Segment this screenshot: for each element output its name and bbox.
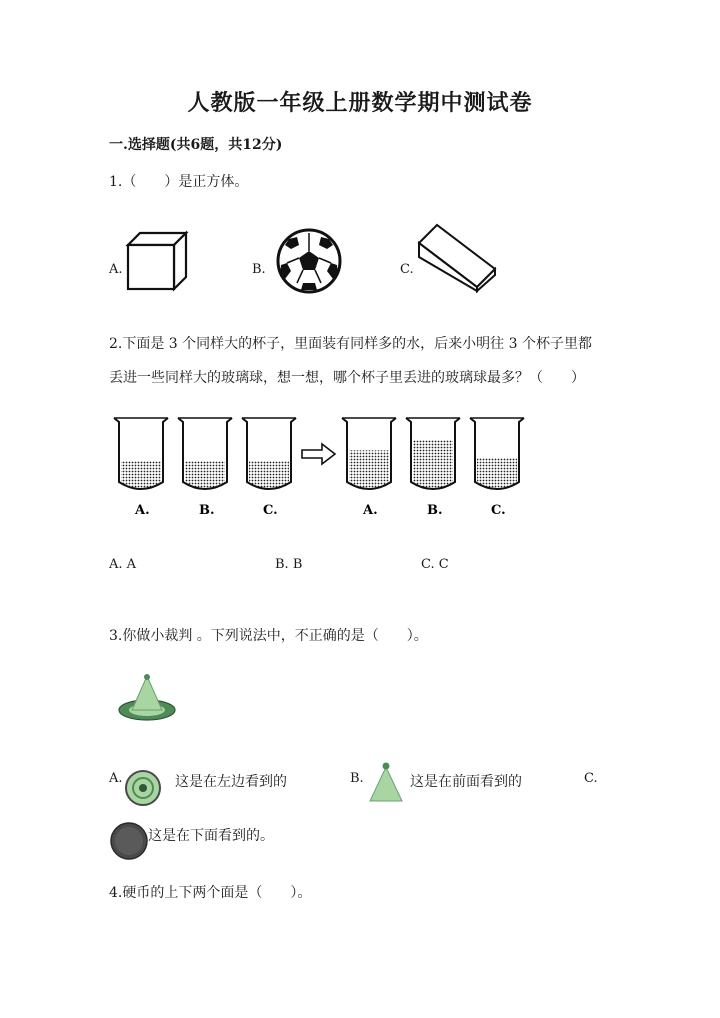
cuboid-icon	[417, 221, 499, 293]
cup-water	[349, 450, 389, 488]
cup-after	[406, 418, 460, 518]
bottom-view-circle-icon	[109, 821, 149, 861]
cup-after	[470, 418, 524, 518]
cup-label: B.	[427, 503, 443, 518]
cup-water	[121, 461, 161, 488]
front-view-triangle-icon	[366, 761, 406, 803]
cup-label: C.	[491, 503, 506, 518]
question-3-stem: 3.你做小裁判 。下列说法中，不正确的是（ ）。	[109, 628, 428, 644]
question-4-stem: 4.硬币的上下两个面是（ ）。	[109, 885, 312, 901]
cup-label: B.	[199, 503, 215, 518]
cups-figure	[104, 410, 534, 522]
question-2-stem-line1: 2.下面是 3 个同样大的杯子，里面装有同样多的水，后来小明往 3 个杯子里都	[109, 336, 592, 352]
cone-on-plate-icon	[116, 672, 178, 724]
cube-icon	[124, 229, 190, 293]
page-title: 人教版一年级上册数学期中测试卷	[187, 90, 533, 116]
top-view-circle-icon	[124, 769, 162, 807]
q3-option-b-text: 这是在前面看到的	[410, 774, 522, 790]
arrow-icon	[302, 444, 335, 464]
cup-before	[242, 418, 296, 518]
q2-option-c: C. C	[421, 557, 449, 572]
q2-option-a: A. A	[109, 557, 137, 572]
q3-option-a-text: 这是在左边看到的	[175, 774, 287, 790]
cup-after	[342, 418, 396, 518]
q2-option-b: B. B	[275, 557, 303, 572]
cup-water	[477, 458, 517, 488]
cup-before	[114, 418, 168, 518]
cup-water	[185, 461, 225, 488]
q3-option-c-text: 这是在下面看到的。	[148, 828, 274, 844]
question-2-stem-line2: 丢进一些同样大的玻璃球，想一想，哪个杯子里丢进的玻璃球最多？（ ）	[109, 370, 585, 386]
q1-option-c-label: C.	[400, 262, 414, 277]
cup-water	[413, 440, 453, 488]
cup-label: C.	[263, 503, 278, 518]
q3-option-a-label: A.	[109, 771, 123, 786]
q1-option-a-label: A.	[109, 262, 123, 277]
soccer-ball-icon	[275, 227, 343, 295]
cup-before	[178, 418, 232, 518]
q3-option-b-label: B.	[350, 771, 364, 786]
cup-water	[249, 461, 289, 488]
q1-option-b-label: B.	[252, 262, 266, 277]
q3-option-c-label: C.	[584, 771, 598, 786]
cup-label: A.	[363, 503, 378, 518]
cup-label: A.	[135, 503, 150, 518]
section-heading: 一.选择题(共6题，共12分)	[109, 137, 283, 153]
question-1-stem: 1.（ ）是正方体。	[109, 174, 249, 190]
